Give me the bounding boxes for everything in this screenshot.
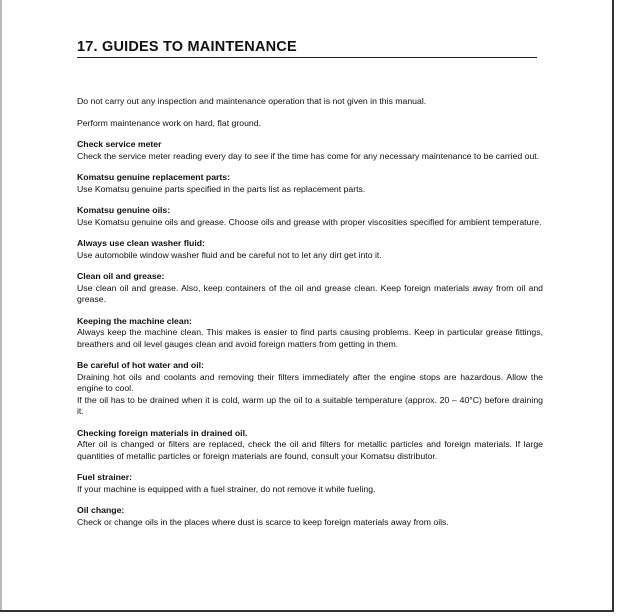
section-text: Check the service meter reading every day to see if the time has come for any necessary maintenance to be carried out. [77, 150, 540, 161]
section-machine-clean [77, 316, 543, 351]
section-text: Use automobile window washer fluid and be careful not to let any dirt get into it. [77, 249, 382, 260]
section-fuel-strainer [77, 472, 543, 495]
section-hot-water-oil [77, 360, 543, 418]
section-text: Use clean oil and grease. Also, keep containers of the oil and grease clean. Keep foreign materials away from oil and grease. [77, 282, 543, 304]
section-genuine-parts [77, 172, 543, 195]
section-genuine-oils [77, 205, 543, 228]
page-title: 17. GUIDES TO MAINTENANCE [77, 39, 537, 58]
section-heading: Check service meter [77, 139, 162, 149]
section-heading: Clean oil and grease: [77, 271, 165, 281]
section-heading: Always use clean washer fluid: [77, 238, 205, 248]
section-text: Draining hot oils and coolants and removing their filters immediately after the engine stops are hazardous. Allow the engine to cool. [77, 371, 543, 393]
intro-paragraph: Do not carry out any inspection and maintenance operation that is not given in this manual. [77, 96, 427, 106]
section-washer-fluid [77, 238, 543, 261]
section-heading: Oil change: [77, 505, 125, 515]
section-heading: Keeping the machine clean: [77, 315, 192, 326]
section-heading: Be careful of hot water and oil: [77, 360, 204, 370]
section-text: If the oil has to be drained when it is cold, warm up the oil to a suitable temperature (approx. 20 – 40°C) before draining it. [77, 394, 543, 416]
section-heading: Komatsu genuine oils: [77, 205, 171, 215]
section-text: After oil is changed or filters are replaced, check the oil and filters for metallic particles and foreign materials. If large quantities of metallic particles or foreign materials are found, consult your Komatsu distributor. [77, 439, 543, 461]
section-heading: Checking foreign materials in drained oil. [77, 427, 248, 438]
section-heading: Fuel strainer: [77, 472, 133, 482]
section-foreign-materials [77, 428, 543, 463]
section-oil-change [77, 505, 543, 528]
section-text: Always keep the machine clean. This makes is easier to find parts causing problems. Keep in particular grease fittings, breathers and oil level gauges clean and avoid foreign matters from getting in them. [77, 327, 543, 349]
section-text: Use Komatsu genuine parts specified in the parts list as replacement parts. [77, 183, 366, 194]
section-text: If your machine is equipped with a fuel strainer, do not remove it while fueling. [77, 483, 376, 494]
section-heading: Komatsu genuine replacement parts: [77, 172, 231, 182]
document-body [77, 96, 543, 538]
section-clean-oil-grease [77, 271, 543, 306]
intro-paragraph: Perform maintenance work on hard, flat ground. [77, 117, 261, 128]
section-text: Use Komatsu genuine oils and grease. Choose oils and grease with proper viscosities specified for ambient temperature. [77, 216, 542, 227]
section-text: Check or change oils in the places where dust is scarce to keep foreign materials away from oils. [77, 516, 449, 527]
section-check-service-meter [77, 139, 543, 162]
